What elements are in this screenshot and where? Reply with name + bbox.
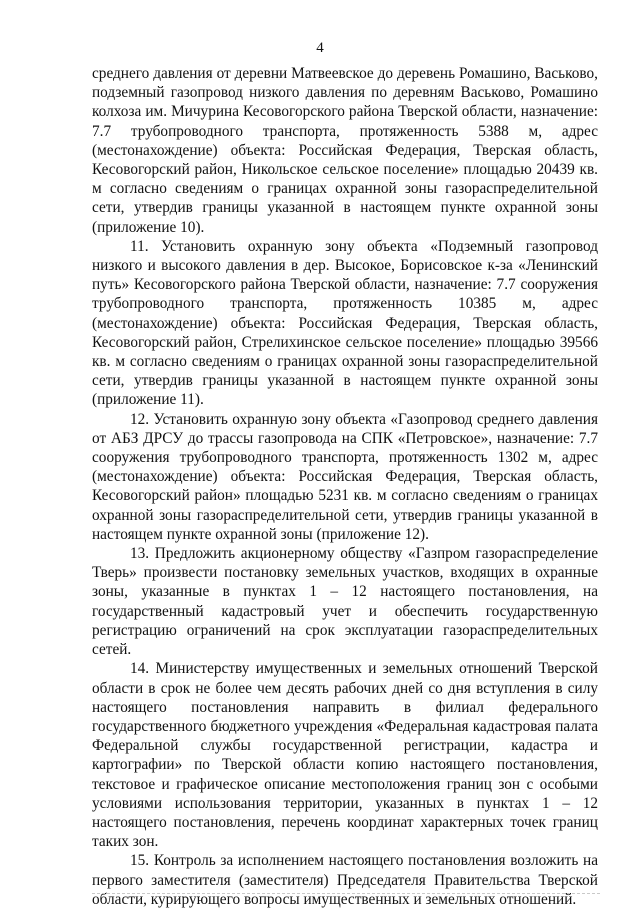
document-body [92, 64, 598, 909]
paragraph-13: 13. Предложить акционерному обществу «Газпром газораспределение Тверь» произвести постановку земельных участков, входящих в охранные зоны, указанные в пунктах 1 – 12 настоящего постановления, на государственный кадастровый учет и обеспечить государственную регистрацию ограничений на срок эксплуатации газораспределительных сетей. [92, 545, 598, 659]
paragraph-10-continuation: среднего давления от деревни Матвеевское до деревень Ромашино, Васьково, подземный газопровод низкого давления по деревням Васьково, Ромашино колхоза им. Мичурина Кесовогорского района Тверской области, назначение: 7.7 трубопроводного транспорта, протяженность 5388 м, адрес (местонахождение) объекта: Российская Федерация, Тверская область, Кесовогорский район, Никольское сельское поселение» площадью 20439 кв. м согласно сведениям о границах охранной зоны газораспределительной сети, утвердив границы указанной в настоящем пункте охранной зоны (приложение 10). [92, 65, 598, 236]
page-number: 4 [316, 40, 324, 56]
paragraph-15: 15. Контроль за исполнением настоящего постановления возложить на первого заместителя (заместителя) Председателя Правительства Тверской области, курирующего вопросы имущественных и земельных отношений. [92, 852, 598, 908]
paragraph-12: 12. Установить охранную зону объекта «Газопровод среднего давления от АБЗ ДРСУ до трассы газопровода на СПК «Петровское», назначение: 7.7 сооружения трубопроводного транспорта, протяженность 1302 м, адрес (местонахождение) объекта: Российская Федерация, Тверская область, Кесовогорский район» площадью 5231 кв. м согласно сведениям о границах охранной зоны газораспределительной сети, утвердив границы указанной в настоящем пункте охранной зоны (приложение 12). [92, 410, 598, 543]
paragraph-11: 11. Установить охранную зону объекта «Подземный газопровод низкого и высокого давления в дер. Высокое, Борисовское к-за «Ленинский путь» Кесовогорского района Тверской области, назначение: 7.7 сооружения трубопроводного транспорта, протяженность 10385 м, адрес (местонахождение) объекта: Российская Федерация, Тверская область, Кесовогорский район, Стрелихинское сельское поселение» площадью 39566 кв. м согласно сведениям о границах охранной зоны газораспределительной сети, утвердив границы указанной в настоящем пункте охранной зоны (приложение 11). [92, 237, 598, 409]
paragraph-14: 14. Министерству имущественных и земельных отношений Тверской области в срок не более чем десять рабочих дней со дня вступления в силу настоящего постановления направить в филиал федерального государственного бюджетного учреждения «Федеральная кадастровая палата Федеральной службы государственной регистрации, кадастра и картографии» по Тверской области копию настоящего постановления, текстовое и графическое описание местоположения границ зон с особыми условиями использования территории, указанных в пунктах 1 – 12 настоящего постановления, перечень координат характерных точек границ таких зон. [92, 660, 598, 851]
bottom-scan-line [92, 893, 600, 894]
